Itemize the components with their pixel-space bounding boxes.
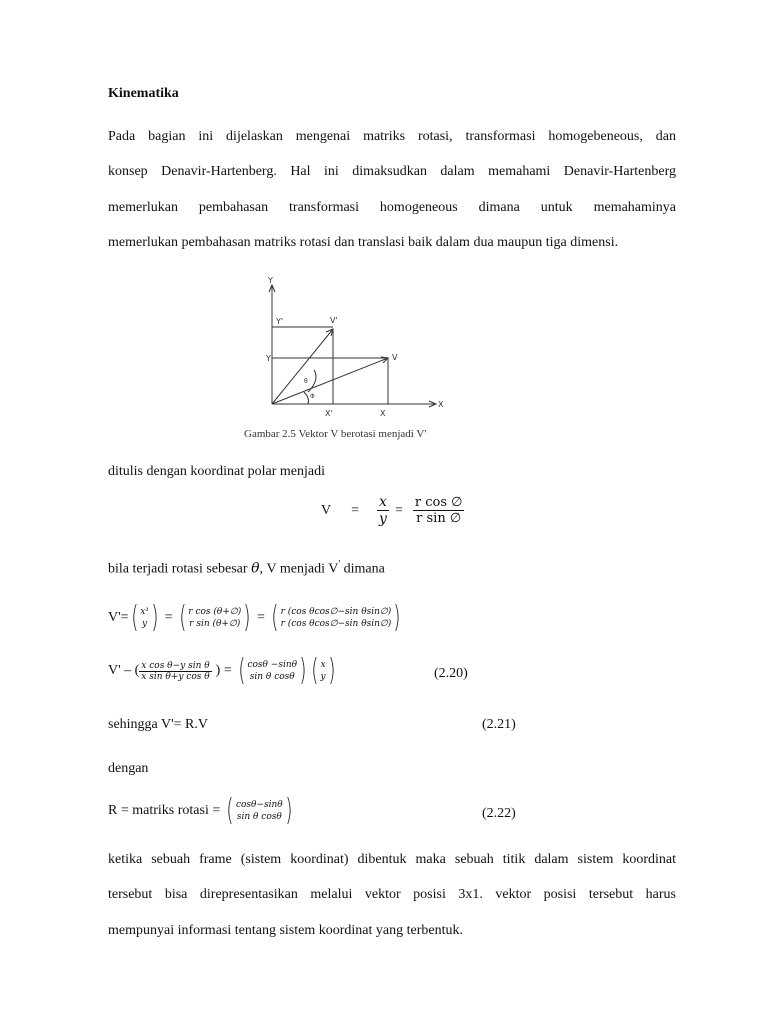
equals-sign: = [164,610,173,625]
label-theta: θ [304,378,308,385]
eq-polar-frac-r [413,495,465,526]
frac-denominator: y [379,511,387,527]
intro-paragraph [108,119,676,260]
intro-line: memerlukan pembahasan transformasi homogeneous dimana untuk memahaminya [108,199,676,215]
theta-arc [308,370,316,392]
matrix-rotation [247,659,297,683]
eq-polar-lhs: V [321,502,332,518]
matrix-bottom: sin θ cosθ [249,672,295,682]
equals-sign: ) = [215,663,232,678]
right-paren: ) [327,653,335,688]
figure-caption: Gambar 2.5 Vektor V berotasi menjadi V' [244,428,427,440]
matrix-bottom: y [320,672,326,682]
right-paren: ) [299,653,307,688]
equation-number-2-22: (2.22) [482,806,516,821]
matrix-top: cosθ−sinθ [235,800,283,810]
label-y-axis: Y [268,276,273,285]
label-phi: Φ [310,393,315,400]
frac-rotated-coords [139,661,211,682]
eq2-lhs: V' – ( [108,663,140,678]
rotation-text-middle: , V menjadi V [259,561,339,577]
left-paren: ( [311,653,319,688]
matrix-expanded [281,606,392,630]
label-x-prime: X' [325,409,333,418]
matrix-xy [140,606,149,630]
phi-arc [304,392,309,404]
matrix-bottom: r (cos θcos∅−sin θsin∅) [280,619,392,629]
closing-line: tersebut bisa direpresentasikan melalui vektor posisi 3x1. vektor posisi tersebut harus [108,887,676,903]
prime-mark: ' [338,559,341,570]
label-x: X [380,409,386,418]
right-paren: ) [243,600,251,635]
eq-polar-frac-xy [377,494,389,527]
section-heading: Kinematika [108,86,179,101]
frac-denominator: x sin θ+y cos θ [141,671,210,682]
intro-line: memerlukan pembahasan matriks rotasi dan translasi baik dalam dua maupun tiga dimensi. [108,234,619,250]
intro-line: konsep Denavir-Hartenberg. Hal ini dimaksudkan dalam memahami Denavir-Hartenberg [108,164,676,180]
rotation-text [108,559,385,578]
left-paren: ( [226,793,234,828]
frac-numerator: x [379,494,387,510]
equation-number-2-21: (2.21) [482,717,516,732]
rotation-text-after: dimana [340,561,385,577]
matrix-polar-rot [188,606,241,630]
matrix-top: r cos (θ+∅) [188,607,242,617]
frac-numerator: x cos θ−y sin θ [141,660,210,671]
label-v: V [392,353,398,362]
frac-numerator: r cos ∅ [414,495,463,510]
eq-polar-equals: = [351,502,360,518]
equation-number-2-20: (2.20) [434,666,468,681]
matrix-bottom: y [142,619,148,629]
left-paren: ( [178,600,186,635]
right-paren: ) [393,600,401,635]
equation-2-20 [108,653,337,688]
rotation-text-before: bila terjadi rotasi sebesar [108,561,252,577]
frac-denominator: r sin ∅ [416,511,462,526]
left-paren: ( [130,600,138,635]
matrix-top: cosθ −sinθ [247,660,298,670]
matrix-top: r (cos θcos∅−sin θsin∅) [280,607,392,617]
eq1-lhs: V'= [108,610,129,625]
matrix-xy [321,659,326,683]
matrix-top: x¹ [140,607,149,617]
equation-polar [321,494,464,527]
matrix-bottom: r sin (θ+∅) [189,619,241,629]
equals-sign: = [256,610,265,625]
rotation-figure [238,274,520,444]
matrix-top: x [320,660,326,670]
closing-paragraph [108,842,676,948]
equation-2-21-text: sehingga V'= R.V [108,717,208,732]
matrix-rotation [236,799,283,823]
equation-vprime-1 [108,600,403,635]
right-paren: ) [151,600,159,635]
polar-text: ditulis dengan koordinat polar menjadi [108,464,325,479]
closing-line: mempunyai informasi tentang sistem koordinat yang terbentuk. [108,922,463,938]
vector-v-prime [272,329,333,404]
equation-2-22 [108,793,294,828]
matrix-bottom: sin θ cosθ [236,812,282,822]
theta-symbol: θ [251,560,260,577]
label-v-prime: V' [330,316,338,325]
dengan-text: dengan [108,761,149,776]
eq3-lhs: R = matriks rotasi = [108,803,221,818]
label-y: Y [266,354,271,363]
left-paren: ( [271,600,279,635]
label-y-prime: Y' [276,317,284,326]
intro-line: Pada bagian ini dijelaskan mengenai matriks rotasi, transformasi homogebeneous, dan [108,129,676,144]
eq-polar-equals: = [394,502,403,518]
label-x-axis: X [438,400,444,409]
closing-line: ketika sebuah frame (sistem koordinat) dibentuk maka sebuah titik dalam sistem koordinat [108,852,676,867]
right-paren: ) [285,793,293,828]
vector-v [272,358,388,404]
left-paren: ( [238,653,246,688]
